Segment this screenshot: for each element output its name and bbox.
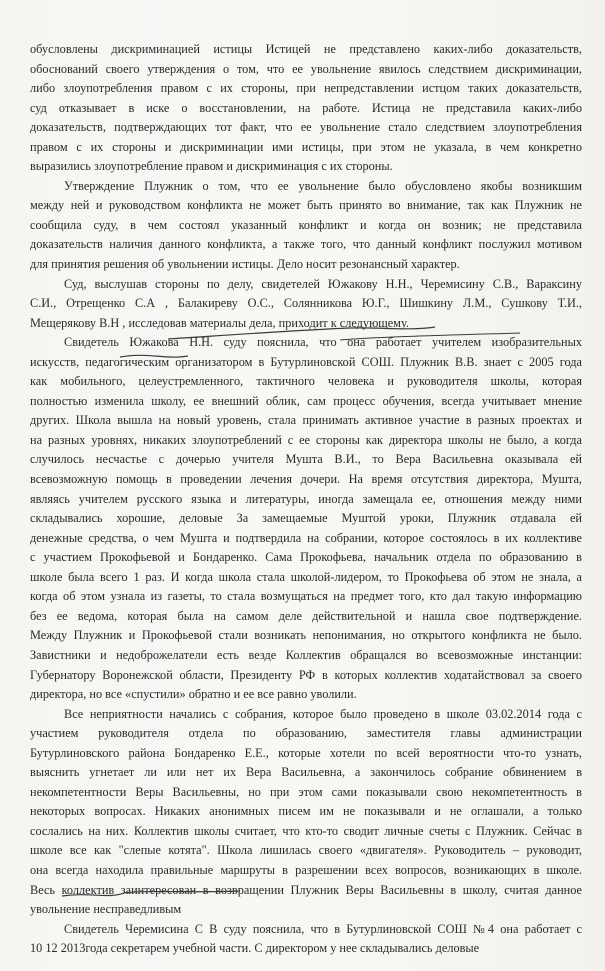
text-line: случилось несчастье с дочерью учителя Мушта В.И., то Вера Васильевна оказывала ей (30, 452, 582, 467)
text-line: Губернатору Воронежской области, Президенту РФ в которых коллектив ходатайствовал за своего (30, 667, 582, 682)
text-line: Утверждение Плужник о том, что ее увольнение было обусловлено якобы возникшим (64, 178, 582, 193)
text-line: всевозможную помощь в проведении лечения дочери. На время отсутствия директора, Мушта, (30, 472, 582, 487)
text-line: полностью изменила школу, ее внешний облик, сам процесс обучения, всегда учитывает мнение (30, 393, 582, 408)
text-line: между ней и руководством конфликта не может быть принято во внимание, так как Плужник не (30, 198, 582, 213)
text-line: она всегда находила правильные маршруты в разрешении всех вопросов, возникающих в школе. (30, 862, 582, 877)
text-line: искусств, педагогическим организатором в Бутурлиновской СОШ. Плужник В.В. знает с 2005 года (30, 354, 582, 369)
text-line: Суд, выслушав стороны по делу, свидетелей Южакову Н.Н., Черемисину С.В., Вараксину (64, 276, 582, 291)
text-line: 10 12 2013года секретарем учебной части. С директором у нее складывались деловые (30, 941, 480, 956)
text-line: являясь учителем русского языка и литературы, иногда замещала ее, отношения между ними (30, 491, 582, 506)
text-line: доказательств, подтверждающих тот факт, что ее увольнение стало следствием злоупотребления (30, 120, 582, 135)
paragraph (30, 177, 582, 275)
text-line: Между Плужник и Прокофьевой стали возникать непонимания, но открытого конфликта не было. (30, 628, 582, 643)
text-line: увольнение несправедливым (30, 902, 182, 917)
paragraph (30, 40, 582, 177)
text-line: обусловлены дискриминацией истицы Истицей не представлено каких-либо доказательств, (30, 42, 582, 56)
text-line: без ее ведома, которая была на самом деле действительной и нашла свое подтверждение. (30, 608, 582, 623)
text-line: на разных уровнях, никаких злоупотреблений с ее стороны как директора школы не было, а когда (30, 432, 582, 447)
text-line: складывались хорошие, деловые За замещаемые Муштой уроки, Плужник отдавала ей (30, 511, 582, 526)
text-line: когда об этом узнала из газеты, то стала возмущаться на предмет того, кто дал такую информацию (30, 589, 582, 604)
text-line: директора, но все «спустили» обратно и ее все равно уволили. (30, 687, 357, 702)
text-line: С.И., Отрещенко С.А , Балакиреву О.С., Солянникова Ю.Г., Шишкину Л.М., Сушкову Т.И., (30, 296, 582, 311)
text-line: с участием Прокофьевой и Бондаренко. Сама Прокофьева, начальник отдела по образованию в (30, 550, 582, 565)
text-line: Весь коллектив заинтересован в возвращении Плужник Веры Васильевны в школу, считая данное (30, 882, 582, 897)
text-line: Завистники и недоброжелатели есть везде Коллектив обращался во всевозможные инстанции: (30, 647, 582, 662)
paragraph (30, 705, 582, 920)
text-line: Свидетель Черемисина С В суду пояснила, что в Бутурлиновской СОШ №4 она работает с (64, 921, 582, 936)
text-line: обоснований своего утверждения о том, что ее увольнение явилось следствием дискриминации, (30, 61, 582, 76)
paragraph (30, 275, 582, 334)
text-line: как мобильного, целеустремленного, тактичного человека и руководителя школы, которая (30, 374, 582, 389)
text-line: Свидетель Южакова Н.Н. суду пояснила, что она работает учителем изобразительных (64, 335, 582, 350)
document-body (30, 40, 582, 959)
text-line: либо злоупотребления правом с их стороны, при непредставлении истцом таких доказательств, (30, 81, 582, 96)
text-line: сослались на них. Коллектив школы считает, что кто-то сводит личные счеты с Плужник. Сейчас в (30, 823, 582, 838)
text-line: некомпетентности Веры Васильевны, но при этом сами показывали свою некомпетентность в (30, 784, 582, 799)
text-line: Все неприятности начались с собрания, которое было проведено в школе 03.02.2014 года с (64, 706, 582, 721)
paragraph (30, 333, 582, 704)
text-line: участием руководителя отдела по образованию, заместителя главы администрации (30, 726, 582, 741)
text-line: доказательств наличия данного конфликта, а также того, что данный конфликт послужил мотивом (30, 237, 582, 252)
text-line: денежные средства, о чем Мушта и подтвердила на собрании, которое состоялось в их коллективе (30, 530, 582, 545)
text-line: школе все как "слепые котята". Школа лишилась своего «двигателя». Руководитель – руководит, (30, 843, 582, 858)
text-line: суд отказывает в иске о восстановлении, на работе. Истица не представила каких-либо (30, 100, 582, 115)
text-line: Бутурлиновского района Бондаренко Е.Е., которые хотели по всей вероятности что-то узнать, (30, 745, 582, 760)
text-line: школе была всего 1 раз. И когда школа стала школой-лидером, то Прокофьева об этом не знала, а (30, 569, 582, 584)
text-line: правом с их стороны и дискриминации ими истицы, при этом не указала, в чем конкретно (30, 139, 582, 154)
text-line: выяснить угнетает ли или нет их Вера Васильевна, а закончилось собрание обвинением в (30, 765, 582, 780)
paragraph (30, 920, 582, 959)
text-line: других. Школа вышла на новый уровень, стала принимать активное участие в разных проектах и (30, 413, 582, 428)
text-line: некоторых вопросах. Никаких анонимных писем им не показывали и не оглашали, а только (30, 804, 582, 819)
text-line: выразились злоупотребление правом и дискриминация с их стороны. (30, 159, 393, 174)
text-line: Мещерякову В.Н , исследовав материалы дела, приходит к следующему. (30, 315, 409, 330)
text-line: сообщила суду, в чем состоял указанный конфликт и когда он возник; не представила (30, 217, 582, 232)
text-line: для принятия решения об увольнении истицы. Дело носит резонансный характер. (30, 257, 460, 272)
